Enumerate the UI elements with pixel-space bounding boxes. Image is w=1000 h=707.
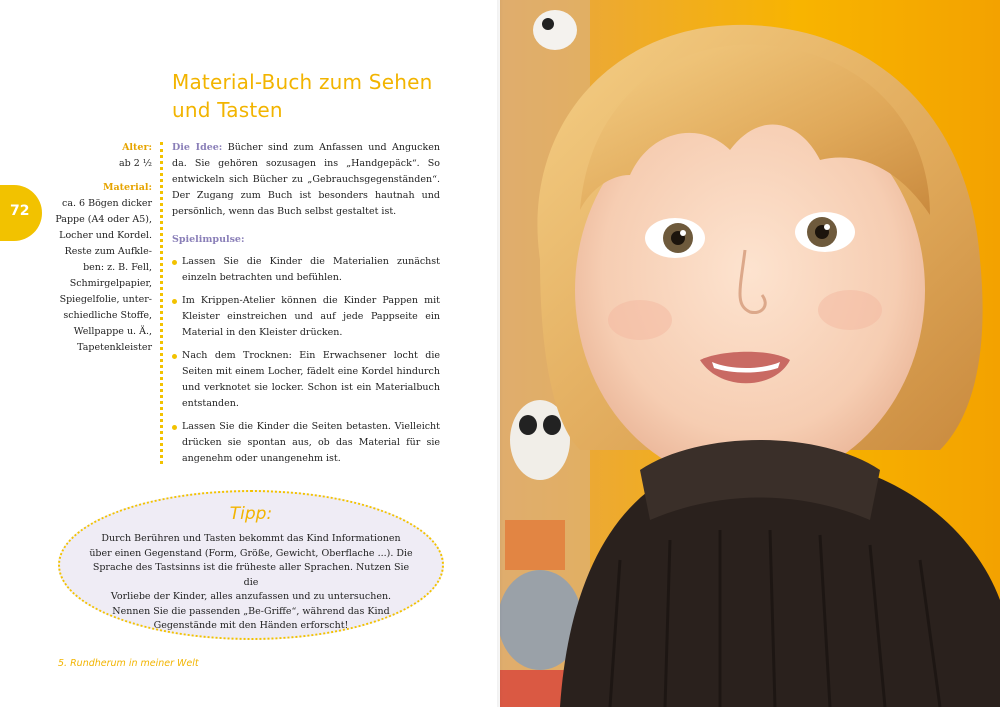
material-line: Schmirgelpapier, bbox=[69, 278, 152, 289]
age-value: ab 2 ½ bbox=[118, 158, 152, 169]
tip-line: Durch Berühren und Tasten bekommt das Kind Informationen bbox=[101, 533, 401, 544]
list-item-text: Lassen Sie die Kinder die Seiten betasten. Vielleicht drücken sie spontan aus, ob das Material für sie angenehm oder unangenehm ist. bbox=[182, 421, 440, 464]
tip-line: Gegenstände mit den Händen erforscht! bbox=[153, 620, 349, 631]
material-line: Locher und Kordel. bbox=[59, 230, 152, 241]
material-line: Pappe (A4 oder A5), bbox=[55, 214, 152, 225]
idea-paragraph bbox=[172, 140, 440, 220]
list-item bbox=[172, 348, 440, 412]
chapter-footer: 5. Rundherum in meiner Welt bbox=[58, 658, 199, 669]
bullet-icon bbox=[172, 425, 177, 430]
right-page bbox=[500, 0, 1000, 707]
tip-line: Nennen Sie die passenden „Be-Griffe“, während das Kind bbox=[112, 605, 390, 617]
list-item bbox=[172, 254, 440, 286]
idea-label: Die Idee: bbox=[172, 142, 223, 153]
list-item-text: Nach dem Trocknen: Ein Erwachsener locht die Seiten mit einem Locher, fädelt eine Kordel hindurch und verknotet sie locker. Schon ist ein Materialbuch entstanden. bbox=[182, 350, 440, 409]
material-line: Spiegelfolie, unter- bbox=[59, 294, 152, 305]
list-item bbox=[172, 293, 440, 341]
impulses-list bbox=[172, 254, 440, 467]
main-text bbox=[172, 140, 440, 474]
age-label: Alter: bbox=[122, 142, 152, 153]
material-line: schiedliche Stoffe, bbox=[63, 310, 152, 321]
tip-box bbox=[58, 490, 444, 640]
tip-title: Tipp: bbox=[229, 504, 273, 524]
bullet-icon bbox=[172, 354, 177, 359]
title-line-1: Material-Buch zum Sehen bbox=[172, 70, 433, 94]
material-line: Tapetenkleister bbox=[77, 342, 152, 353]
material-line: Wellpappe u. Ä., bbox=[73, 326, 152, 337]
list-item bbox=[172, 419, 440, 467]
tip-line: Sprache des Tastsinns ist die früheste aller Sprachen. Nutzen Sie die bbox=[92, 562, 410, 588]
material-line: ben: z. B. Fell, bbox=[83, 262, 152, 273]
material-label: Material: bbox=[103, 182, 152, 193]
list-item-text: Im Krippen-Atelier können die Kinder Pappen mit Kleister einstreichen und auf jede Pappseite ein Material in den Kleister drücken. bbox=[182, 295, 440, 338]
tip-line: Vorliebe der Kinder, alles anzufassen und zu untersuchen. bbox=[110, 591, 392, 602]
impulses-heading: Spielimpulse: bbox=[172, 234, 245, 245]
tip-text bbox=[88, 532, 414, 634]
child-photo bbox=[500, 0, 1000, 707]
page-number: 72 bbox=[10, 203, 30, 219]
page-title bbox=[172, 68, 472, 124]
list-item-text: Lassen Sie die Kinder die Materialien zunächst einzeln betrachten und befühlen. bbox=[182, 256, 440, 283]
material-line: ca. 6 Bögen dicker bbox=[62, 198, 152, 209]
tip-line: über einen Gegenstand (Form, Größe, Gewicht, Oberflache ...). Die bbox=[89, 547, 413, 559]
material-line: Reste zum Aufkle- bbox=[64, 246, 152, 257]
book-gutter bbox=[497, 0, 503, 707]
bullet-icon bbox=[172, 299, 177, 304]
bullet-icon bbox=[172, 260, 177, 265]
dotted-divider bbox=[160, 142, 163, 464]
materials-sidebar bbox=[40, 140, 152, 356]
title-line-2: und Tasten bbox=[172, 98, 283, 122]
idea-text: Bücher sind zum Anfassen und Angucken da. Sie gehören sozusagen ins „Handgepäck“. So entwickeln sich Bücher zu „Gebrauchsgegenständen“. Der Zugang zum Buch ist besonders hautnah und persönlich, wenn das Buch selbst gestaltet ist. bbox=[172, 142, 440, 217]
